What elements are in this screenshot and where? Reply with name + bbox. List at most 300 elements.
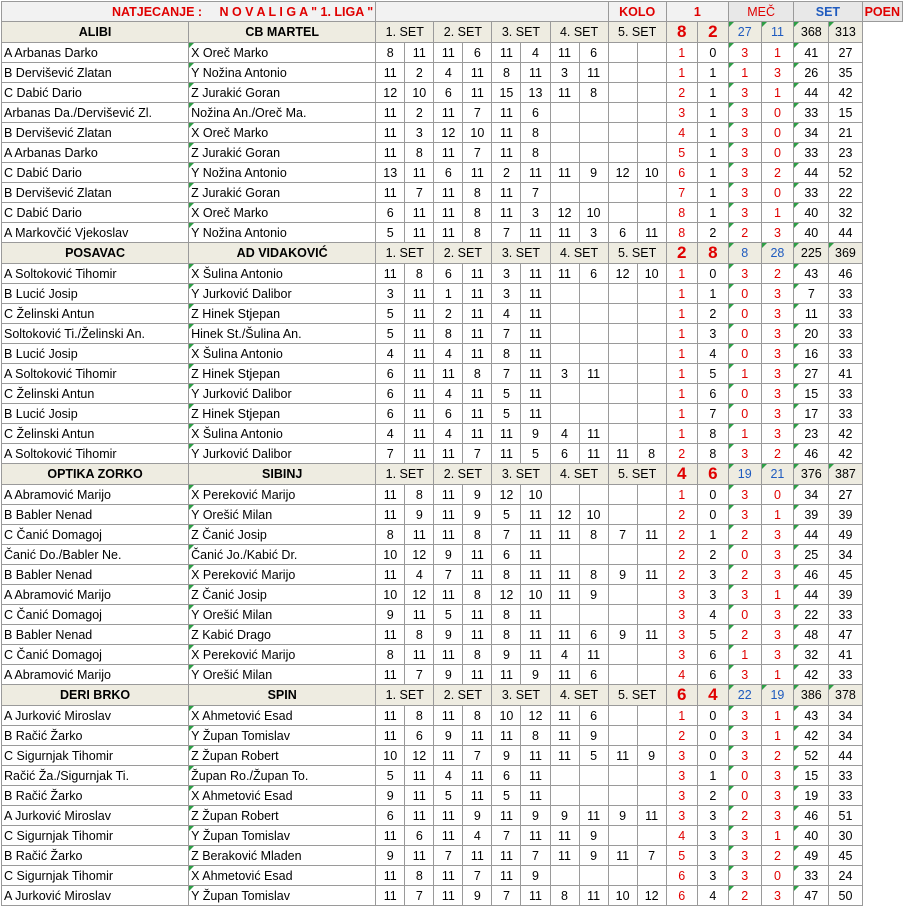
sets-won-home: 3 — [728, 83, 761, 103]
mec-running-home: 6 — [666, 886, 697, 906]
set-score — [637, 826, 666, 846]
set-score: 11 — [521, 404, 550, 424]
sets-won-home: 3 — [728, 43, 761, 63]
home-player: A Abramović Marijo — [2, 485, 189, 505]
set-score — [608, 786, 637, 806]
sets-won-away: 1 — [761, 585, 794, 605]
set-score: 9 — [608, 565, 637, 585]
sets-won-home: 3 — [728, 726, 761, 746]
points-home: 16 — [794, 344, 829, 364]
set-score — [579, 605, 608, 625]
mec-running-home: 3 — [666, 806, 697, 826]
away-player: Čanić Jo./Kabić Dr. — [189, 545, 376, 565]
mec-running-away: 1 — [697, 103, 728, 123]
set-score: 9 — [521, 806, 550, 826]
sets-won-away: 1 — [761, 726, 794, 746]
set-score — [608, 545, 637, 565]
team-header-row — [2, 685, 903, 706]
set-score — [637, 424, 666, 444]
set-score — [637, 63, 666, 83]
set-score: 11 — [405, 786, 434, 806]
set-score: 10 — [637, 264, 666, 284]
table-row — [2, 706, 903, 726]
set-score: 11 — [550, 826, 579, 846]
team-header-row — [2, 243, 903, 264]
set-score: 9 — [434, 545, 463, 565]
set-column-header: 2. SET — [434, 464, 492, 485]
mec-running-away: 3 — [697, 585, 728, 605]
home-player: C Želinski Antun — [2, 304, 189, 324]
home-player: Arbanas Da./Dervišević Zl. — [2, 103, 189, 123]
poen-total-away: 378 — [829, 685, 862, 706]
table-row — [2, 625, 903, 645]
points-away: 49 — [829, 525, 862, 545]
set-score: 11 — [434, 43, 463, 63]
set-score: 11 — [579, 645, 608, 665]
poen-total-away: 313 — [829, 22, 862, 43]
set-score — [579, 143, 608, 163]
set-score — [637, 786, 666, 806]
set-score: 11 — [521, 344, 550, 364]
set-score: 11 — [521, 324, 550, 344]
sets-won-away: 3 — [761, 806, 794, 826]
set-score: 8 — [463, 525, 492, 545]
set-score: 11 — [434, 525, 463, 545]
set-score — [579, 485, 608, 505]
set-column-header: 3. SET — [492, 243, 550, 264]
mec-running-home: 6 — [666, 866, 697, 886]
set-score: 5 — [376, 304, 405, 324]
team-header-row — [2, 22, 903, 43]
set-score: 11 — [376, 103, 405, 123]
set-score: 5 — [376, 324, 405, 344]
points-away: 47 — [829, 625, 862, 645]
set-score: 6 — [579, 264, 608, 284]
points-away: 52 — [829, 163, 862, 183]
set-score — [637, 665, 666, 685]
set-score — [579, 545, 608, 565]
competition-title — [2, 2, 376, 22]
mec-running-home: 3 — [666, 786, 697, 806]
set-score: 4 — [434, 424, 463, 444]
home-player: B Babler Nenad — [2, 505, 189, 525]
away-player: Župan Ro./Župan To. — [189, 766, 376, 786]
table-row — [2, 444, 903, 464]
set-score: 6 — [579, 43, 608, 63]
away-player: Z Hinek Stjepan — [189, 364, 376, 384]
set-score: 11 — [463, 284, 492, 304]
points-home: 44 — [794, 525, 829, 545]
kolo-label: KOLO — [608, 2, 666, 22]
set-score: 11 — [463, 344, 492, 364]
set-score — [579, 404, 608, 424]
points-home: 40 — [794, 826, 829, 846]
set-score: 9 — [637, 746, 666, 766]
table-row — [2, 143, 903, 163]
set-score: 11 — [521, 525, 550, 545]
table-row — [2, 826, 903, 846]
mec-running-away: 1 — [697, 525, 728, 545]
set-score: 9 — [463, 505, 492, 525]
set-score: 11 — [376, 264, 405, 284]
natjecanje-label: NATJECANJE : — [112, 4, 203, 19]
set-score: 10 — [608, 886, 637, 906]
set-score — [608, 605, 637, 625]
set-score: 9 — [521, 866, 550, 886]
home-player: C Čanić Domagoj — [2, 605, 189, 625]
set-score: 11 — [405, 404, 434, 424]
away-player: Y Nožina Antonio — [189, 163, 376, 183]
set-score: 11 — [376, 123, 405, 143]
sets-won-home: 3 — [728, 866, 761, 886]
sets-won-away: 0 — [761, 143, 794, 163]
set-score — [579, 183, 608, 203]
sets-won-home: 3 — [728, 826, 761, 846]
away-player: Y Župan Tomislav — [189, 826, 376, 846]
set-score: 6 — [492, 766, 521, 786]
set-score: 3 — [550, 364, 579, 384]
set-score: 12 — [434, 123, 463, 143]
sets-won-away: 3 — [761, 364, 794, 384]
set-score — [637, 505, 666, 525]
set-score: 9 — [492, 746, 521, 766]
table-row — [2, 163, 903, 183]
set-score: 9 — [608, 625, 637, 645]
table-row — [2, 203, 903, 223]
mec-running-away: 0 — [697, 264, 728, 284]
set-score: 10 — [492, 706, 521, 726]
set-score: 11 — [521, 766, 550, 786]
set-score: 11 — [521, 384, 550, 404]
set-score: 6 — [434, 163, 463, 183]
set-score: 7 — [463, 866, 492, 886]
set-score: 12 — [492, 485, 521, 505]
points-home: 47 — [794, 886, 829, 906]
set-score: 11 — [434, 203, 463, 223]
set-score: 9 — [579, 846, 608, 866]
set-score: 7 — [405, 183, 434, 203]
away-player: Y Jurković Dalibor — [189, 284, 376, 304]
points-away: 33 — [829, 665, 862, 685]
mec-running-away: 0 — [697, 726, 728, 746]
points-home: 20 — [794, 324, 829, 344]
table-row — [2, 766, 903, 786]
set-column-header: 4. SET — [550, 243, 608, 264]
set-column-header: 5. SET — [608, 22, 666, 43]
set-score: 11 — [463, 304, 492, 324]
home-player: A Abramović Marijo — [2, 665, 189, 685]
table-row — [2, 404, 903, 424]
sets-won-away: 1 — [761, 826, 794, 846]
sets-won-home: 0 — [728, 786, 761, 806]
set-score: 11 — [405, 223, 434, 243]
away-player: X Oreč Marko — [189, 123, 376, 143]
points-away: 32 — [829, 203, 862, 223]
mec-running-home: 2 — [666, 525, 697, 545]
sets-won-home: 3 — [728, 264, 761, 284]
points-away: 33 — [829, 384, 862, 404]
set-score: 11 — [434, 444, 463, 464]
table-row — [2, 284, 903, 304]
set-score — [608, 866, 637, 886]
set-score — [637, 404, 666, 424]
sets-won-away: 3 — [761, 786, 794, 806]
set-column-header: 2. SET — [434, 685, 492, 706]
set-score: 4 — [434, 63, 463, 83]
sets-won-home: 2 — [728, 625, 761, 645]
home-player: C Želinski Antun — [2, 424, 189, 444]
points-away: 51 — [829, 806, 862, 826]
points-away: 50 — [829, 886, 862, 906]
points-home: 44 — [794, 83, 829, 103]
home-player: A Soltoković Tihomir — [2, 364, 189, 384]
set-score: 11 — [608, 444, 637, 464]
set-score: 5 — [579, 746, 608, 766]
away-team-name: SIBINJ — [189, 464, 376, 485]
points-home: 48 — [794, 625, 829, 645]
set-score: 7 — [492, 223, 521, 243]
set-score: 12 — [608, 264, 637, 284]
mec-running-home: 5 — [666, 846, 697, 866]
set-score: 6 — [405, 826, 434, 846]
set-score: 9 — [434, 625, 463, 645]
points-away: 33 — [829, 344, 862, 364]
away-player: Z Čanić Josip — [189, 585, 376, 605]
set-score: 6 — [550, 444, 579, 464]
set-score: 11 — [463, 83, 492, 103]
set-score: 11 — [463, 625, 492, 645]
table-row — [2, 344, 903, 364]
mec-running-home: 3 — [666, 746, 697, 766]
set-score — [579, 766, 608, 786]
set-score: 11 — [492, 123, 521, 143]
set-score — [608, 384, 637, 404]
sets-won-away: 3 — [761, 384, 794, 404]
set-score: 11 — [521, 223, 550, 243]
table-row — [2, 886, 903, 906]
set-score: 7 — [492, 525, 521, 545]
set-score: 9 — [463, 806, 492, 826]
points-away: 23 — [829, 143, 862, 163]
set-score — [550, 384, 579, 404]
set-score: 3 — [550, 63, 579, 83]
set-score: 11 — [434, 866, 463, 886]
set-score: 12 — [492, 585, 521, 605]
mec-running-away: 6 — [697, 645, 728, 665]
set-score: 3 — [405, 123, 434, 143]
set-score: 3 — [579, 223, 608, 243]
set-score: 12 — [405, 746, 434, 766]
points-away: 33 — [829, 786, 862, 806]
set-score: 11 — [550, 83, 579, 103]
away-player: Y Jurković Dalibor — [189, 384, 376, 404]
points-home: 52 — [794, 746, 829, 766]
set-total-away: 11 — [761, 22, 794, 43]
set-score: 11 — [434, 103, 463, 123]
set-score — [608, 766, 637, 786]
mec-running-away: 1 — [697, 766, 728, 786]
set-score: 11 — [579, 424, 608, 444]
set-score: 12 — [608, 163, 637, 183]
set-column-header: 4. SET — [550, 464, 608, 485]
away-player: Z Župan Robert — [189, 806, 376, 826]
poen-total-home: 376 — [794, 464, 829, 485]
sets-won-away: 3 — [761, 424, 794, 444]
mec-running-away: 5 — [697, 625, 728, 645]
set-score: 11 — [608, 846, 637, 866]
set-score: 9 — [376, 605, 405, 625]
set-score: 8 — [463, 706, 492, 726]
set-score: 2 — [434, 304, 463, 324]
set-score: 4 — [434, 344, 463, 364]
sets-won-away: 3 — [761, 565, 794, 585]
mec-running-away: 7 — [697, 404, 728, 424]
set-score — [608, 364, 637, 384]
set-score: 6 — [434, 404, 463, 424]
sets-won-home: 1 — [728, 63, 761, 83]
mec-running-home: 2 — [666, 565, 697, 585]
table-row — [2, 43, 903, 63]
set-score — [637, 706, 666, 726]
mec-running-away: 0 — [697, 746, 728, 766]
mec-running-away: 0 — [697, 43, 728, 63]
set-score: 9 — [463, 485, 492, 505]
sets-won-away: 0 — [761, 123, 794, 143]
away-player: Z Jurakić Goran — [189, 183, 376, 203]
points-home: 23 — [794, 424, 829, 444]
away-player: Z Jurakić Goran — [189, 143, 376, 163]
points-away: 33 — [829, 324, 862, 344]
set-score: 8 — [550, 886, 579, 906]
set-score: 11 — [434, 585, 463, 605]
set-score: 8 — [579, 565, 608, 585]
sets-won-home: 3 — [728, 103, 761, 123]
mec-running-home: 3 — [666, 605, 697, 625]
mec-running-away: 8 — [697, 424, 728, 444]
mec-running-away: 1 — [697, 203, 728, 223]
points-home: 32 — [794, 645, 829, 665]
set-total-home: 8 — [728, 243, 761, 264]
mec-running-home: 1 — [666, 264, 697, 284]
set-score: 10 — [376, 545, 405, 565]
mec-running-home: 4 — [666, 123, 697, 143]
set-score: 11 — [376, 63, 405, 83]
set-score — [637, 344, 666, 364]
away-player: Z Župan Robert — [189, 746, 376, 766]
set-score: 11 — [376, 183, 405, 203]
set-score — [637, 645, 666, 665]
set-score: 11 — [463, 545, 492, 565]
set-score: 11 — [376, 505, 405, 525]
set-score: 11 — [608, 746, 637, 766]
set-score: 11 — [550, 565, 579, 585]
set-score: 11 — [463, 846, 492, 866]
home-player: C Sigurnjak Tihomir — [2, 826, 189, 846]
set-score: 11 — [405, 424, 434, 444]
points-home: 27 — [794, 364, 829, 384]
set-score: 11 — [550, 163, 579, 183]
home-team-name: DERI BRKO — [2, 685, 189, 706]
mec-running-home: 1 — [666, 304, 697, 324]
set-score: 1 — [434, 284, 463, 304]
set-score: 11 — [463, 665, 492, 685]
set-score: 7 — [463, 143, 492, 163]
set-score: 11 — [521, 625, 550, 645]
sets-won-home: 3 — [728, 163, 761, 183]
set-score: 8 — [463, 364, 492, 384]
away-player: X Pereković Marijo — [189, 485, 376, 505]
set-score: 6 — [434, 264, 463, 284]
set-score — [608, 505, 637, 525]
set-score: 11 — [550, 525, 579, 545]
mec-running-away: 3 — [697, 826, 728, 846]
points-home: 33 — [794, 183, 829, 203]
sets-won-away: 3 — [761, 886, 794, 906]
points-home: 19 — [794, 786, 829, 806]
set-score: 11 — [550, 706, 579, 726]
set-score — [608, 485, 637, 505]
poen-total-home: 368 — [794, 22, 829, 43]
away-player: Y Nožina Antonio — [189, 63, 376, 83]
set-score: 7 — [608, 525, 637, 545]
set-score: 3 — [492, 264, 521, 284]
set-score: 11 — [492, 203, 521, 223]
sets-won-away: 1 — [761, 706, 794, 726]
away-player: Z Hinek Stjepan — [189, 304, 376, 324]
points-away: 33 — [829, 605, 862, 625]
points-home: 25 — [794, 545, 829, 565]
sets-won-home: 2 — [728, 223, 761, 243]
set-score: 11 — [434, 183, 463, 203]
table-row — [2, 324, 903, 344]
set-score — [608, 284, 637, 304]
set-score: 11 — [521, 284, 550, 304]
set-column-header: 4. SET — [550, 22, 608, 43]
set-score: 11 — [405, 203, 434, 223]
set-score: 6 — [376, 806, 405, 826]
set-score — [608, 706, 637, 726]
sets-won-home: 1 — [728, 424, 761, 444]
set-score: 11 — [376, 625, 405, 645]
set-score — [608, 424, 637, 444]
mec-running-home: 2 — [666, 726, 697, 746]
set-score: 5 — [492, 786, 521, 806]
set-score: 11 — [550, 746, 579, 766]
home-player: C Sigurnjak Tihomir — [2, 866, 189, 886]
set-score: 11 — [521, 886, 550, 906]
sets-won-away: 3 — [761, 284, 794, 304]
points-away: 15 — [829, 103, 862, 123]
set-score: 9 — [492, 645, 521, 665]
set-total-home: 22 — [728, 685, 761, 706]
set-score: 11 — [405, 163, 434, 183]
set-score: 9 — [463, 886, 492, 906]
sets-won-home: 3 — [728, 485, 761, 505]
away-player: Y Nožina Antonio — [189, 223, 376, 243]
sets-won-home: 0 — [728, 284, 761, 304]
set-score: 8 — [463, 585, 492, 605]
table-row — [2, 183, 903, 203]
mec-running-home: 3 — [666, 625, 697, 645]
away-player: X Ahmetović Esad — [189, 706, 376, 726]
set-score: 8 — [492, 605, 521, 625]
sets-won-away: 3 — [761, 304, 794, 324]
mec-running-home: 3 — [666, 645, 697, 665]
points-away: 35 — [829, 63, 862, 83]
set-score: 10 — [579, 505, 608, 525]
set-score: 11 — [579, 364, 608, 384]
home-player: Soltoković Ti./Želinski An. — [2, 324, 189, 344]
